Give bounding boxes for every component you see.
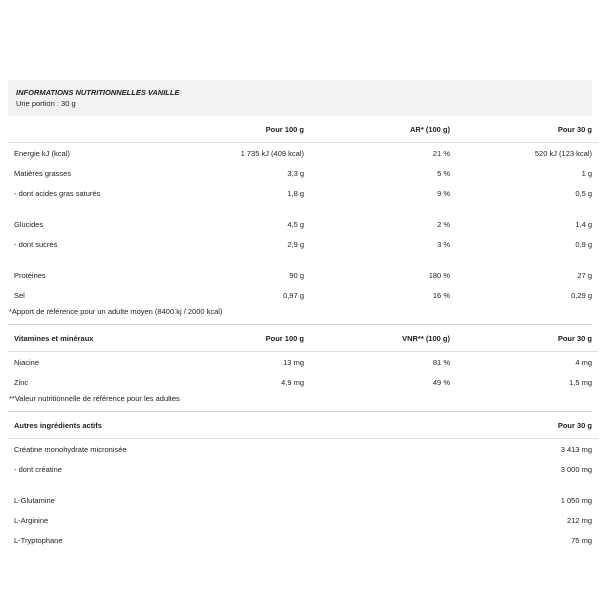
cell-value: 212 mg [566, 515, 592, 525]
header-cell [182, 412, 304, 439]
cell-value: 16 % [432, 290, 450, 300]
table-row [8, 183, 598, 203]
cell-value: 27 g [577, 271, 592, 280]
cell-value: 1,4 g [575, 220, 592, 229]
header-cell: Pour 100 g [265, 333, 304, 343]
other-ingredients-table [8, 412, 598, 550]
row-label: L-Glutamine [14, 496, 55, 505]
table-row [8, 510, 598, 530]
row-label: L-Tryptophane [14, 535, 63, 545]
row-label: Matières grasses [14, 168, 72, 178]
cell-value: 5 % [437, 168, 450, 178]
cell-value: 2 % [437, 220, 450, 229]
cell-value: 0,9 g [575, 239, 592, 249]
table-row [8, 163, 598, 183]
serving-size: Une portion : 30 g [16, 99, 76, 108]
table-header-row [8, 116, 598, 143]
cell-value: 3,3 g [287, 168, 304, 178]
cell-value: 3 000 mg [560, 464, 592, 474]
cell-value: 520 kJ (123 kcal) [450, 143, 598, 164]
cell-value: 49 % [432, 377, 450, 387]
cell-value: 1,8 g [287, 188, 304, 198]
table-header-row [8, 412, 598, 439]
table-row [8, 459, 598, 479]
cell-value: 1 g [581, 168, 592, 178]
nutrition-table [8, 116, 598, 305]
row-label: L-Arginine [14, 515, 49, 525]
cell-value: 3 % [437, 239, 450, 249]
cell-value [304, 439, 450, 460]
header-cell [8, 116, 182, 143]
cell-value: 1 735 kJ (409 kcal) [182, 143, 304, 164]
header-cell: Pour 30 g [557, 333, 592, 343]
table-header-row [8, 325, 598, 352]
cell-value: 3 413 mg [450, 439, 598, 460]
cell-value [304, 459, 450, 479]
table-row [8, 234, 598, 254]
table-row [8, 479, 598, 510]
cell-value: 13 mg [182, 352, 304, 373]
cell-value: 1 050 mg [560, 496, 592, 505]
cell-value: 90 g [289, 271, 304, 280]
row-label: Protéines [14, 271, 46, 280]
row-label: Glucides [14, 220, 44, 229]
header-cell: VNR** (100 g) [402, 333, 450, 343]
title-block [8, 80, 592, 116]
cell-value [304, 510, 450, 530]
row-label: - dont sucres [14, 239, 58, 249]
row-label: Energie kJ (kcal) [8, 143, 182, 164]
cell-value: 0,29 g [571, 290, 592, 300]
row-label: Niacine [8, 352, 182, 373]
cell-value [304, 479, 450, 510]
cell-value: 21 % [304, 143, 450, 164]
cell-value: 2,9 g [287, 239, 304, 249]
cell-value [304, 530, 450, 550]
cell-value [182, 479, 304, 510]
nrv-note: **Valeur nutritionnelle de référence pour les adultes [9, 394, 180, 403]
cell-value [182, 439, 304, 460]
header-cell [304, 412, 450, 439]
header-cell: Vitamines et minéraux [14, 333, 94, 343]
header-cell: Pour 30 g [557, 420, 592, 430]
cell-value [182, 510, 304, 530]
table-row [8, 372, 598, 392]
header-cell: Autres ingrédients actifs [14, 420, 102, 430]
header-cell: AR* (100 g) [409, 124, 450, 134]
cell-value: 180 % [428, 271, 450, 280]
row-label: - dont acides gras saturés [14, 188, 101, 198]
cell-value [182, 459, 304, 479]
cell-value: 1,5 mg [569, 377, 592, 387]
cell-value: 9 % [437, 188, 450, 198]
table-row [8, 143, 598, 164]
table-row [8, 254, 598, 285]
table-row [8, 352, 598, 373]
row-label: - dont créatine [14, 464, 62, 474]
cell-value: 0,5 g [575, 188, 592, 198]
header-cell: Pour 100 g [265, 124, 304, 134]
cell-value [182, 530, 304, 550]
nutrition-panel [8, 80, 592, 550]
cell-value: 4,5 g [287, 220, 304, 229]
table-row [8, 285, 598, 305]
cell-value: 0,97 g [283, 290, 304, 300]
cell-value: 4 mg [450, 352, 598, 373]
header-cell: Pour 30 g [557, 124, 592, 134]
cell-value: 75 mg [571, 535, 592, 545]
table-row [8, 203, 598, 234]
table-row [8, 439, 598, 460]
nutrition-title: INFORMATIONS NUTRITIONNELLES VANILLE [16, 88, 180, 97]
row-label: Sel [14, 290, 25, 300]
vitamins-table [8, 325, 598, 392]
reference-intake-note: *Apport de référence pour un adulte moyen (8400 kj / 2000 kcal) [9, 307, 223, 316]
row-label: Créatine monohydrate micronisée [8, 439, 182, 460]
cell-value: 4,9 mg [281, 377, 304, 387]
row-label: Zinc [14, 377, 29, 387]
cell-value: 81 % [304, 352, 450, 373]
table-row [8, 530, 598, 550]
